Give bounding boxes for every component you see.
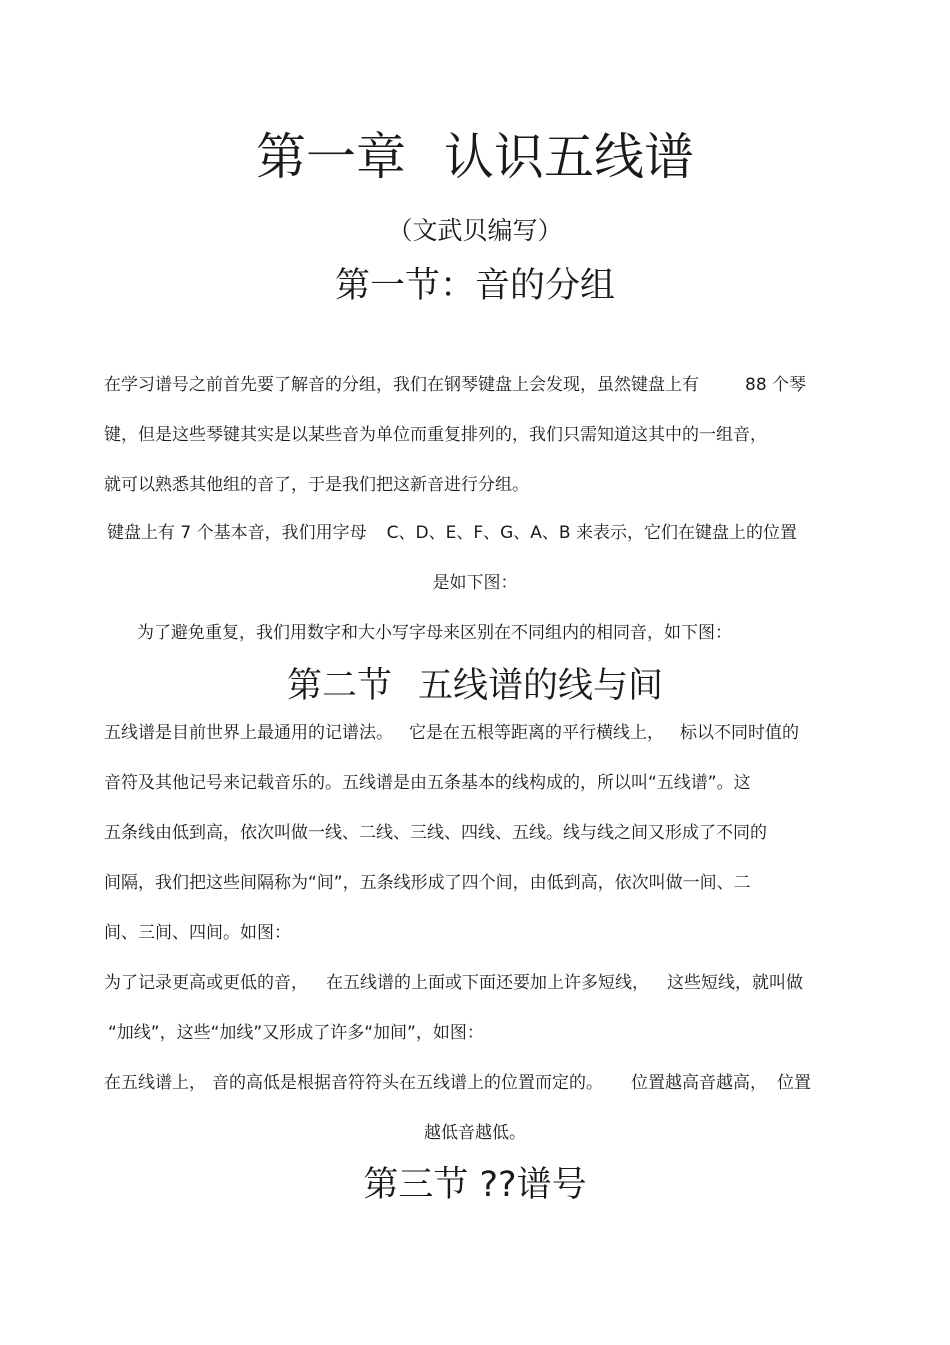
section2-line-2: 音符及其他记号来记载音乐的。五线谱是由五条基本的线构成的，所以叫“五线谱”。这 [104, 773, 751, 793]
section2-line-5: 间、三间、四间。如图： [104, 923, 291, 943]
section2-title: 第二节 五线谱的线与间 [286, 666, 664, 706]
section1-line-2: 键，但是这些琴键其实是以某些音为单位而重复排列的，我们只需知道这其中的一组音， [104, 425, 767, 445]
author-line: （文武贝编写） [387, 216, 563, 245]
chapter-number: 第一章 [256, 128, 406, 186]
section1-line-1: 在学习谱号之前首先要了解音的分组，我们在钢琴键盘上会发现，虽然键盘上有 88 个琴 [104, 375, 807, 395]
section2-line-6: 为了记录更高或更低的音， 在五线谱的上面或下面还要加上许多短线， 这些短线，就叫做 [104, 973, 803, 993]
section2-line-1: 五线谱是目前世界上最通用的记谱法。 它是在五根等距离的平行横线上， 标以不同时值的 [104, 723, 799, 743]
section2-line-3: 五条线由低到高，依次叫做一线、二线、三线、四线、五线。线与线之间又形成了不同的 [104, 823, 767, 843]
section1-line-4: 键盘上有 7 个基本音，我们用字母 C、D、E、F、G、A、B 来表示，它们在键盘上的位置 [107, 523, 797, 543]
section1-line-3: 就可以熟悉其他组的音了，于是我们把这新音进行分组。 [104, 475, 529, 495]
chapter-title [0, 120, 950, 194]
section2-line-4: 间隔，我们把这些间隔称为“间”，五条线形成了四个间，由低到高，依次叫做一间、二 [104, 873, 751, 893]
section2-line-8: 在五线谱上， 音的高低是根据音符符头在五线谱上的位置而定的。 位置越高音越高， 位置 [104, 1073, 811, 1093]
section1-line-5: 是如下图： [432, 573, 518, 593]
section3-title: 第三节 ??谱号 [363, 1165, 587, 1205]
section2-line-9: 越低音越低。 [424, 1123, 526, 1143]
section1-line-6: 为了避免重复，我们用数字和大小写字母来区别在不同组内的相同音，如下图： [137, 623, 732, 643]
chapter-name: 认识五线谱 [444, 128, 694, 186]
section1-title: 第一节：音的分组 [334, 266, 615, 306]
section2-line-7: “加线”，这些“加线”又形成了许多“加间”，如图： [108, 1023, 484, 1043]
